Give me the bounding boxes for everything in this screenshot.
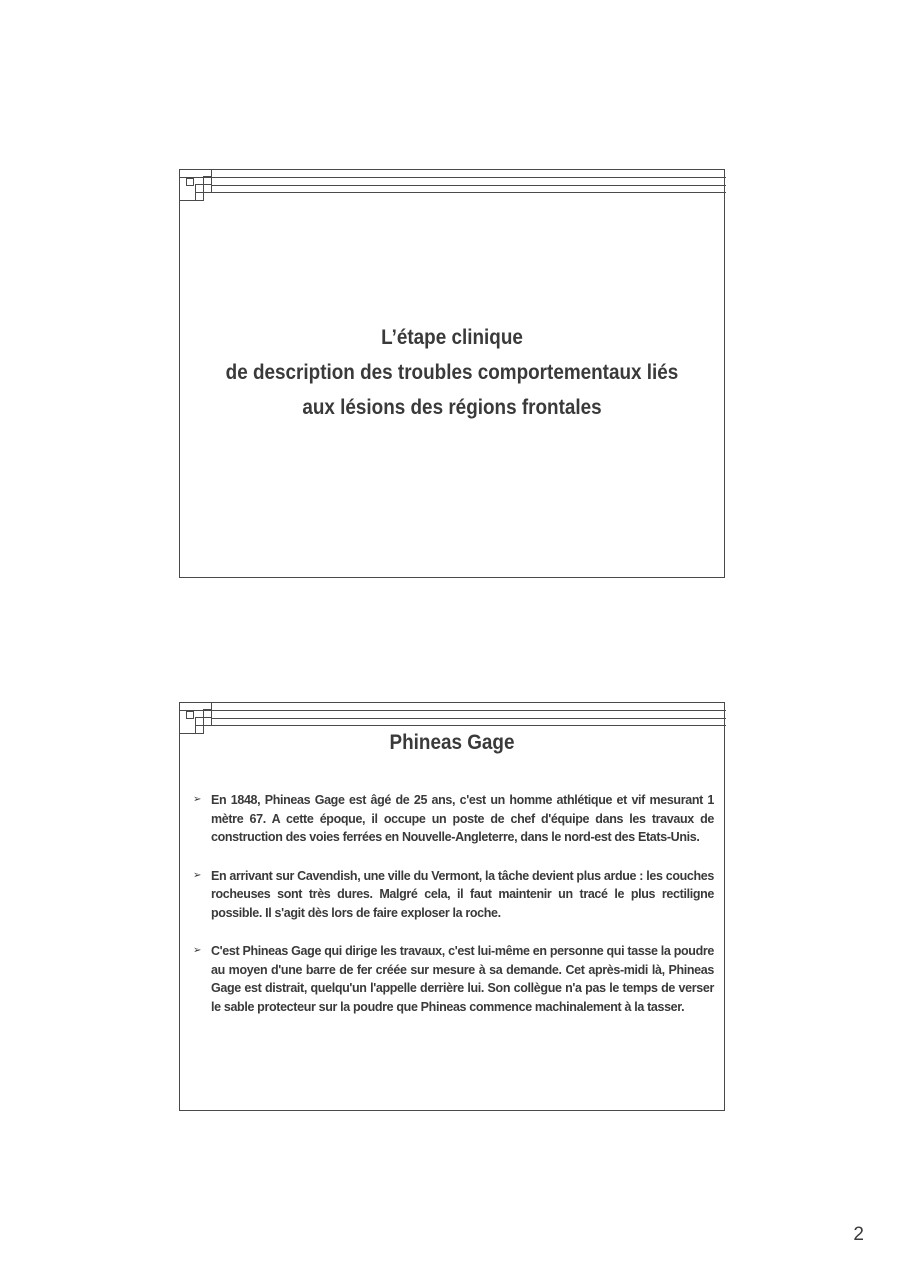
slide-1 xyxy=(179,169,725,578)
list-item xyxy=(190,942,714,1016)
list-item xyxy=(190,867,714,923)
corner-grid-decoration-icon xyxy=(180,170,726,210)
title-line-3: aux lésions des régions frontales xyxy=(302,396,602,419)
slide-2-title: Phineas Gage xyxy=(389,731,515,754)
title-line-2: de description des troubles comportementaux liés xyxy=(225,361,679,384)
bullet-text: En 1848, Phineas Gage est âgé de 25 ans, c'est un homme athlétique et vif mesurant 1 mètre 67. A cette époque, il occupe un poste de chef d'équipe dans les travaux de construction des voies ferrées en Nouvelle-Angleterre, dans le nord-est des Etats-Unis. xyxy=(211,793,714,844)
bullet-text: En arrivant sur Cavendish, une ville du Vermont, la tâche devient plus ardue : les couches rocheuses sont très dures. Malgré cela, il faut maintenir un tracé le plus rectiligne possible. Il s'agit dès lors de faire exploser la roche. xyxy=(211,868,714,920)
arrowhead-bullet-icon: ➢ xyxy=(193,794,202,805)
slide-2 xyxy=(179,702,725,1111)
list-item xyxy=(190,791,714,847)
arrowhead-bullet-icon: ➢ xyxy=(193,945,202,956)
arrowhead-bullet-icon: ➢ xyxy=(193,869,202,881)
page-number: 2 xyxy=(853,1224,864,1245)
bullet-text: C'est Phineas Gage qui dirige les travaux, c'est lui-même en personne qui tasse la poudre au moyen d'une barre de fer créée sur mesure à sa demande. Cet après-midi là, Phineas Gage est distrait, quelqu'un l'appelle derrière lui. Son collègue n'a pas le temps de verser le sable protecteur sur la poudre que Phineas commence machinalement à la tasser. xyxy=(211,944,714,1014)
title-line-1: L’étape clinique xyxy=(381,326,523,349)
bullet-list xyxy=(190,791,714,1036)
slide-1-title xyxy=(207,320,697,425)
